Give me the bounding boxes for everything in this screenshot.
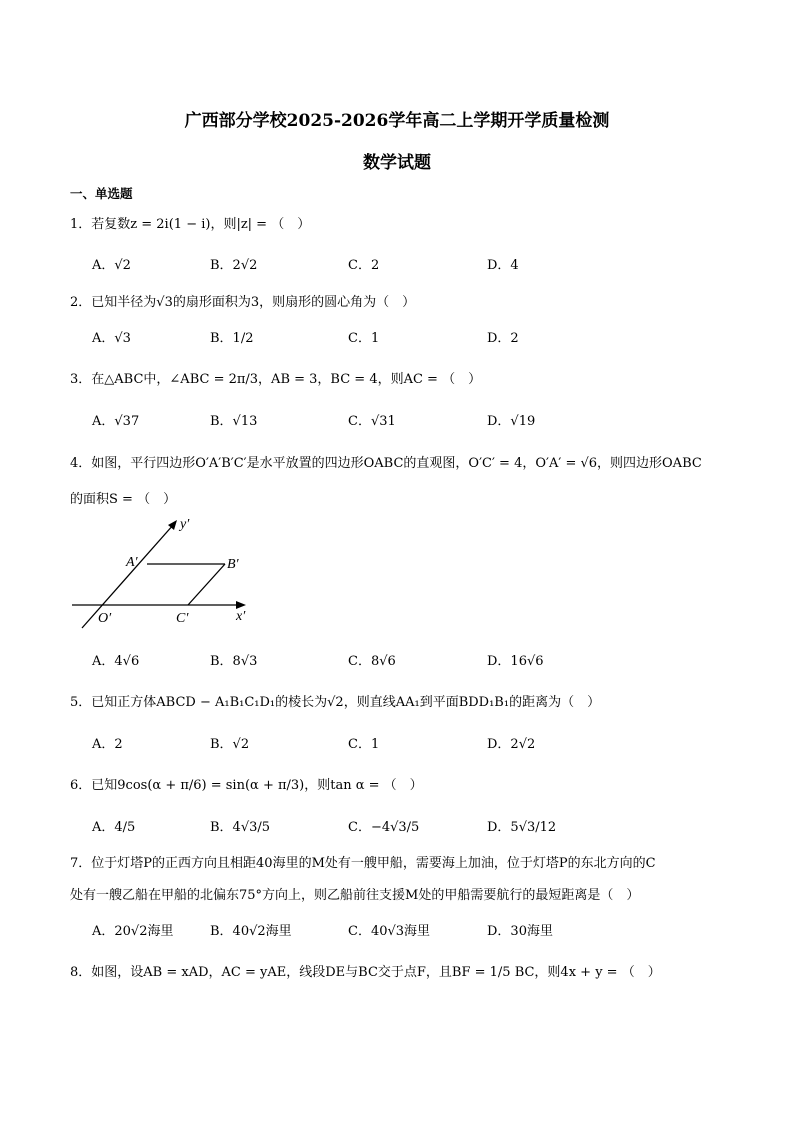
option-b: B．√13 xyxy=(210,414,258,429)
option-d: D．2√2 xyxy=(487,737,536,752)
segment-bc xyxy=(188,564,225,605)
label-a: A′ xyxy=(126,555,138,570)
option-d: D．√19 xyxy=(487,414,536,429)
question-number: 2． xyxy=(70,295,92,310)
question-number: 1． xyxy=(70,217,92,232)
option-b: B．8√3 xyxy=(210,654,258,669)
question-1 xyxy=(70,213,310,232)
option-c: C．−4√3/5 xyxy=(348,820,420,835)
question-text: 已知半径为√3的扇形面积为3，则扇形的圆心角为（ ） xyxy=(91,295,416,310)
option-b: B．40√2海里 xyxy=(210,924,292,939)
label-o: O′ xyxy=(98,611,112,626)
option-d: D．30海里 xyxy=(487,924,553,939)
question-text: 已知正方体ABCD − A₁B₁C₁D₁的棱长为√2，则直线AA₁到平面BDD₁B₁的距离为（ ） xyxy=(91,695,601,710)
question-4-line-2: 的面积S = （ ） xyxy=(70,492,177,507)
page-title: 广西部分学校2025-2026学年高二上学期开学质量检测 xyxy=(184,111,610,131)
label-x-axis: x′ xyxy=(236,609,246,624)
page-subtitle: 数学试题 xyxy=(363,153,431,173)
question-number: 3． xyxy=(70,372,92,387)
question-number: 8． xyxy=(70,965,92,980)
option-c: C．1 xyxy=(348,737,380,752)
question-7 xyxy=(70,852,656,871)
option-a: A．20√2海里 xyxy=(92,924,174,939)
x-axis-arrow xyxy=(236,601,246,609)
question-6 xyxy=(70,774,423,793)
question-number: 4． xyxy=(70,456,92,471)
question-text: 如图，平行四边形O′A′B′C′是水平放置的四边形OABC的直观图，O′C′ = 4，O′A′ = √6，则四边形OABC xyxy=(91,456,702,471)
question-7-line-2: 处有一艘乙船在甲船的北偏东75°方向上，则乙船前往支援M处的甲船需要航行的最短距离是（ ） xyxy=(70,888,640,903)
option-b: B．4√3/5 xyxy=(210,820,271,835)
question-5 xyxy=(70,691,600,710)
option-b: B．2√2 xyxy=(210,258,258,273)
option-a: A．√3 xyxy=(92,331,131,346)
question-8 xyxy=(70,961,661,980)
question-3 xyxy=(70,368,481,387)
option-a: A．√37 xyxy=(92,414,140,429)
option-d: D．2 xyxy=(487,331,519,346)
y-axis xyxy=(82,524,174,628)
question-2 xyxy=(70,291,415,310)
option-b: B．1/2 xyxy=(210,331,254,346)
option-a: A．√2 xyxy=(92,258,131,273)
question-text: 位于灯塔P的正西方向且相距40海里的M处有一艘甲船，需要海上加油，位于灯塔P的东北方向的C xyxy=(91,856,656,871)
section-heading: 一、单选题 xyxy=(70,186,133,201)
question-text: 已知9cos(α + π/6) = sin(α + π/3)，则tan α = （ ） xyxy=(91,778,423,793)
question-text: 如图，设AB = xAD，AC = yAE，线段DE与BC交于点F，且BF = 1/5 BC，则4x + y = （ ） xyxy=(91,965,661,980)
parallelogram-figure xyxy=(70,514,260,632)
option-c: C．40√3海里 xyxy=(348,924,431,939)
label-c: C′ xyxy=(176,611,189,626)
option-c: C．1 xyxy=(348,331,380,346)
option-a: A．2 xyxy=(92,737,123,752)
option-c: C．√31 xyxy=(348,414,396,429)
question-text: 在△ABC中，∠ABC = 2π/3，AB = 3，BC = 4，则AC = （ ） xyxy=(91,372,482,387)
question-number: 5． xyxy=(70,695,92,710)
label-b: B′ xyxy=(227,557,239,572)
question-text: 若复数z = 2i(1 − i)，则|z| = （ ） xyxy=(91,217,311,232)
option-b: B．√2 xyxy=(210,737,250,752)
question-4 xyxy=(70,452,702,471)
option-d: D．16√6 xyxy=(487,654,544,669)
option-d: D．5√3/12 xyxy=(487,820,557,835)
option-a: A．4√6 xyxy=(92,654,140,669)
option-a: A．4/5 xyxy=(92,820,136,835)
option-d: D．4 xyxy=(487,258,519,273)
question-number: 7． xyxy=(70,856,92,871)
option-c: C．8√6 xyxy=(348,654,396,669)
question-number: 6． xyxy=(70,778,92,793)
label-y-axis: y′ xyxy=(180,517,190,532)
option-c: C．2 xyxy=(348,258,380,273)
